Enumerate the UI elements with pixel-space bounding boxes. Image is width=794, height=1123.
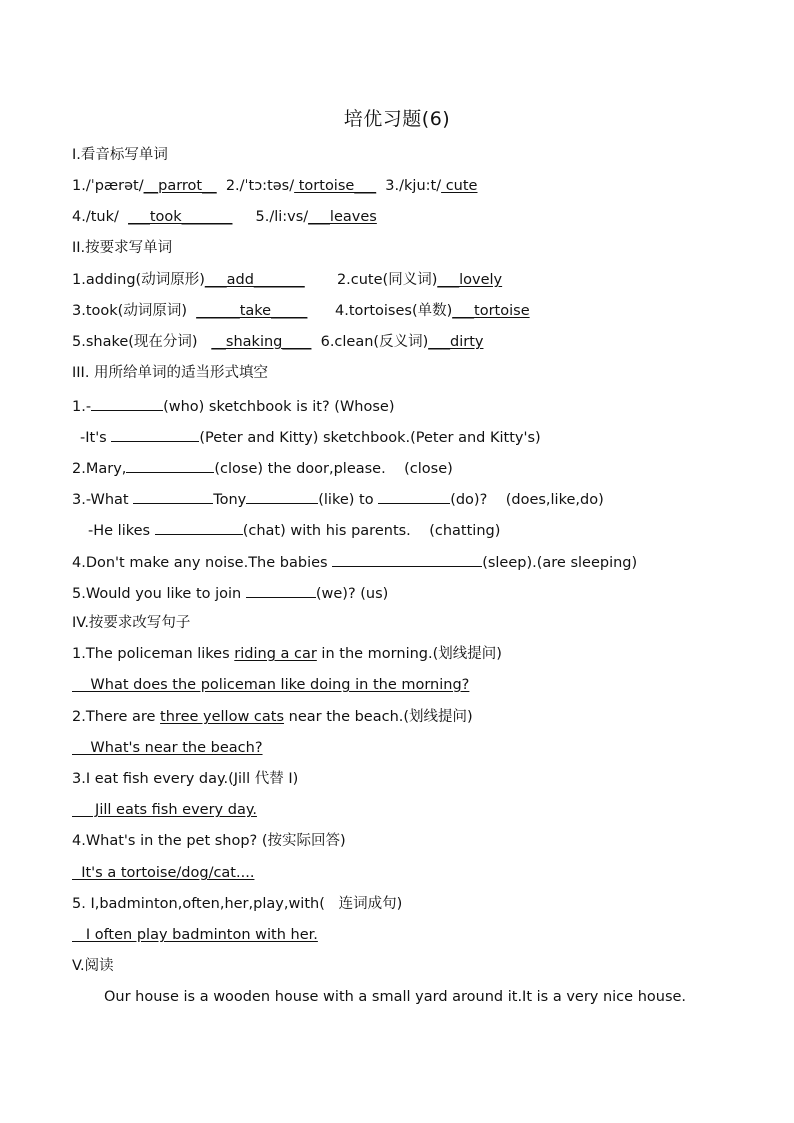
s1-line-1 xyxy=(72,176,477,198)
answer: tortoise___ xyxy=(294,178,377,194)
s4-q3: 3.I eat fish every day.(Jill 代替 I) xyxy=(72,771,299,787)
fill-blank xyxy=(246,582,316,598)
q-text: 3.-What xyxy=(72,492,134,508)
q-text: 2./ˈtɔ:təs/ xyxy=(225,178,295,194)
answer: __shaking____ xyxy=(211,334,312,350)
section-1-heading: I.看音标写单词 xyxy=(72,147,168,163)
q-text: 2.cute(同义词) xyxy=(336,272,438,288)
q-text: -He likes xyxy=(88,523,155,539)
fill-blank xyxy=(155,519,243,535)
q-text: 6.clean(反义词) xyxy=(320,334,429,350)
page-title: 培优习题(6) xyxy=(343,108,451,130)
q-text: 5.Would you like to join xyxy=(72,586,246,602)
answer: It's a tortoise/dog/cat.... xyxy=(72,865,255,881)
s3-q4 xyxy=(72,551,637,573)
answer: Jill eats fish every day. xyxy=(72,802,257,818)
q-text: Tony xyxy=(213,492,247,508)
answer: ___add_______ xyxy=(204,272,305,288)
q-text: 3.took(动词原词) xyxy=(72,303,187,319)
q-text: 1.adding(动词原形) xyxy=(72,272,205,288)
q-text: 5.shake(现在分词) xyxy=(72,334,198,350)
q-text: in the morning.(划线提问) xyxy=(316,646,502,662)
fill-blank xyxy=(91,395,163,411)
fill-blank xyxy=(378,488,450,504)
s2-line-3 xyxy=(72,332,483,354)
q-text: (do)? (does,like,do) xyxy=(450,492,604,508)
s3-q2 xyxy=(72,457,453,479)
fill-blank xyxy=(133,488,213,504)
s4-a2 xyxy=(72,738,263,760)
q-text: -It's xyxy=(80,430,112,446)
q-text: 3./kju:t/ xyxy=(385,178,442,194)
answer: cute xyxy=(441,178,478,194)
underlined-phrase: three yellow cats xyxy=(160,709,285,725)
q-text: 4.tortoises(单数) xyxy=(334,303,453,319)
answer: ___took_______ xyxy=(128,209,233,225)
q-text: 1./ˈpærət/ xyxy=(72,178,144,194)
fill-blank xyxy=(246,488,318,504)
fill-blank xyxy=(111,426,199,442)
q-text: (chat) with his parents. (chatting) xyxy=(242,523,501,539)
q-text: 2.Mary, xyxy=(72,461,127,477)
s3-q3a xyxy=(72,488,604,510)
s4-q1 xyxy=(72,644,502,666)
s4-q2 xyxy=(72,707,473,729)
s3-q3b xyxy=(88,519,500,541)
s3-q1b xyxy=(80,426,541,448)
s4-a1 xyxy=(72,675,469,697)
q-text: 5./li:vs/ xyxy=(255,209,309,225)
q-text: (close) the door,please. (close) xyxy=(214,461,453,477)
q-text: (sleep).(are sleeping) xyxy=(482,555,638,571)
section-3-heading: III. 用所给单词的适当形式填空 xyxy=(72,365,269,381)
s4-q4: 4.What's in the pet shop? (按实际回答) xyxy=(72,833,346,849)
s4-a3 xyxy=(72,800,257,822)
underlined-phrase: riding a car xyxy=(234,646,317,662)
s4-a4 xyxy=(72,863,254,885)
q-text: (Peter and Kitty) sketchbook.(Peter and Kitty's) xyxy=(199,430,541,446)
answer: ___tortoise xyxy=(452,303,530,319)
q-text: 4./tuk/ xyxy=(72,209,119,225)
section-2-heading: II.按要求写单词 xyxy=(72,240,173,256)
section-5-heading: V.阅读 xyxy=(72,958,114,974)
s4-a5 xyxy=(72,925,318,947)
s3-q5 xyxy=(72,582,388,604)
s1-line-2 xyxy=(72,207,377,229)
answer: ___lovely xyxy=(437,272,503,288)
answer: ______take_____ xyxy=(196,303,308,319)
s3-q1a xyxy=(72,395,394,417)
q-text: 2.There are xyxy=(72,709,161,725)
section-4-heading: IV.按要求改写句子 xyxy=(72,615,191,631)
answer: ___dirty xyxy=(428,334,484,350)
reading-paragraph: Our house is a wooden house with a small yard around it.It is a very nice house. xyxy=(104,989,687,1005)
s4-q5: 5. I,badminton,often,her,play,with( 连词成句) xyxy=(72,896,403,912)
s2-line-2 xyxy=(72,301,530,323)
q-text: (we)? (us) xyxy=(315,586,389,602)
q-text: (who) sketchbook is it? (Whose) xyxy=(163,399,395,415)
q-text: 4.Don't make any noise.The babies xyxy=(72,555,333,571)
s2-line-1 xyxy=(72,270,502,292)
q-text: 1.- xyxy=(72,399,92,415)
answer: ___leaves xyxy=(308,209,377,225)
q-text: 1.The policeman likes xyxy=(72,646,235,662)
answer: What's near the beach? xyxy=(72,740,263,756)
answer: __parrot__ xyxy=(143,178,217,194)
fill-blank xyxy=(332,551,482,567)
q-text: near the beach.(划线提问) xyxy=(284,709,473,725)
answer: What does the policeman like doing in the morning? xyxy=(72,677,470,693)
q-text: (like) to xyxy=(318,492,379,508)
answer: I often play badminton with her. xyxy=(72,927,318,943)
fill-blank xyxy=(126,457,214,473)
